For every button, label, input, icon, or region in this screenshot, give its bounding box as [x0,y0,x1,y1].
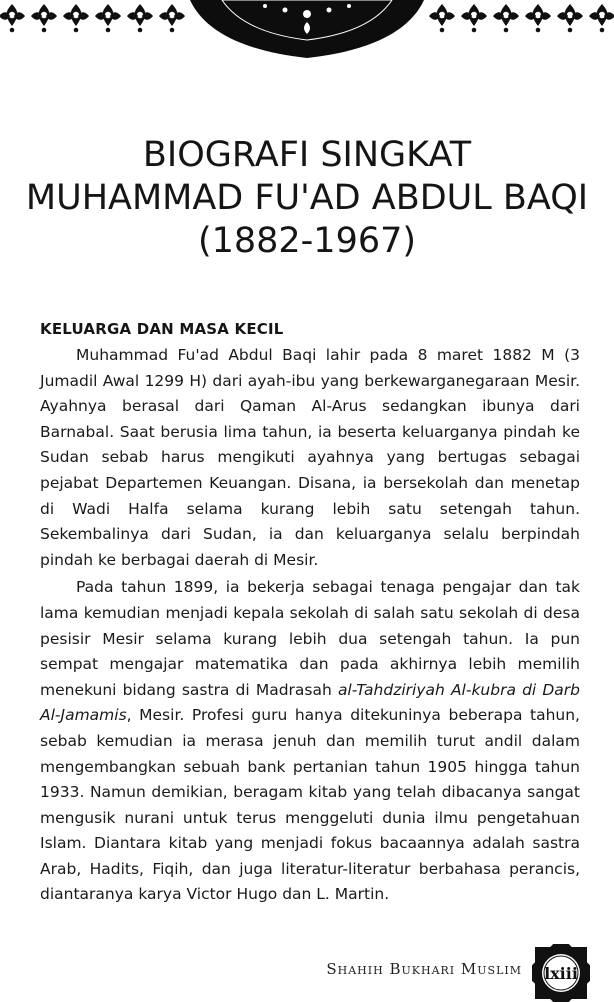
section-heading: KELUARGA DAN MASA KECIL [40,320,284,338]
arabesque-ornament-band-icon [0,0,614,64]
paragraph-2-end: , Mesir. Profesi guru hanya ditekuninya beberapa tahun, sebab kemudian ia merasa jenuh dan memilih turut andil dalam mengembangkan sebuah bank pertanian tahun 1905 hingga tahun 1933. Namun demikian, beragam kitab yang telah dibacanya sangat mengusik nurani untuk terus menggeluti dunia ilmu pengetahuan Islam. Diantara kitab yang menjadi fokus bacaannya adalah sastra Arab, Hadits, Fiqih, dan juga literatur-literatur berbahasa perancis, diantaranya karya Victor Hugo dan L. Martin. [40,706,580,904]
paragraph-1: Muhammad Fu'ad Abdul Baqi lahir pada 8 maret 1882 M (3 Jumadil Awal 1299 H) dari ayah-ibu yang berkewarganegaraan Mesir. Ayahnya berasal dari Qaman Al-Arus sedangkan ibunya dari Barnabal. Saat berusia lima tahun, ia beserta keluarganya pindah ke Sudan sebab harus mengikuti ayahnya yang bertugas sebagai pejabat Departemen Keuangan. Disana, ia bersekolah dan menetap di Wadi Halfa selama kurang lebih satu setengah tahun. Sekembalinya dari Sudan, ia dan keluarganya selalu berpindah pindah ke berbagai daerah di Mesir. [40,346,580,569]
title-line-2: MUHAMMAD FU'AD ABDUL BAQI [25,178,589,218]
page-number: lxiii [544,963,578,983]
running-footer-title: Shahih Bukhari Muslim [326,960,522,978]
body-text [40,343,580,910]
paragraph-2-start: Pada tahun 1899, ia bekerja sebagai tenaga pengajar dan tak lama kemudian menjadi kepala sekolah di salah satu sekolah di desa pesisir Mesir selama kurang lebih dua setengah tahun. Ia pun sempat mengajar matematika dan pada akhirnya lebih memilih menekuni bidang sastra di Madrasah [40,578,580,699]
page-title [0,134,614,263]
paragraph-2-italic: al-Tahdziriyah Al-kubra di Darb Al-Jamamis [40,680,580,725]
paragraph-2 [40,575,580,908]
title-line-3: (1882-1967) [197,221,417,261]
title-line-1: BIOGRAFI SINGKAT [142,135,472,175]
